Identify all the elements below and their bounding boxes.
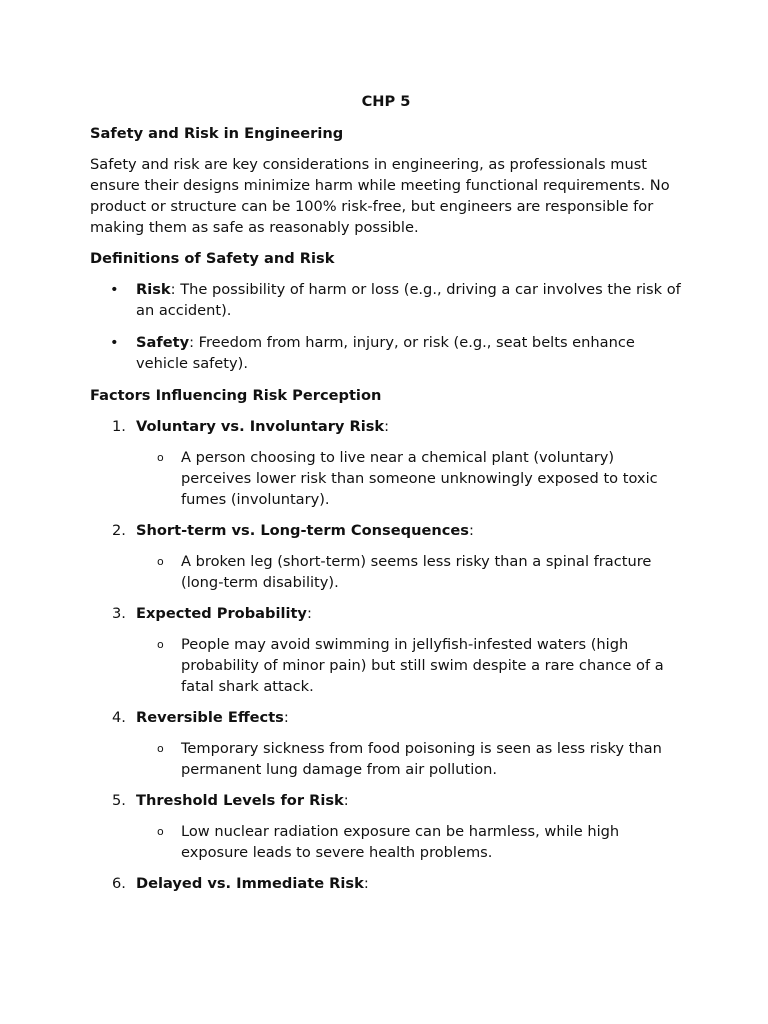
sub-bullet-icon: o [157,451,164,464]
definition-term: Safety [136,334,190,351]
factor-colon: : [343,792,349,809]
factor-example-text: Temporary sickness from food poisoning is seen as less risky than permanent lung damage from air pollution. [181,740,662,778]
factor-term: Threshold Levels for Risk [136,792,344,809]
definition-text: : The possibility of harm or loss (e.g., driving a car involves the risk of an accident). [136,281,681,319]
factor-example-text: A broken leg (short-term) seems less risky than a spinal fracture (long-term disability). [181,553,652,591]
sub-bullet-icon: o [157,825,164,838]
chapter-label: CHP 5 [361,93,411,110]
factor-number: 3. [112,605,126,622]
definition-item-risk [90,279,682,321]
factor-term: Reversible Effects [136,709,284,726]
factor-number: 5. [112,792,126,809]
factor-item [90,790,682,863]
factors-heading: Factors Influencing Risk Perception [90,387,382,404]
factor-example [90,447,682,510]
bullet-icon: • [110,281,119,298]
factor-number: 4. [112,709,126,726]
bullet-icon: • [110,334,119,351]
factor-colon: : [283,709,289,726]
factor-colon: : [468,522,474,539]
factor-example-text: Low nuclear radiation exposure can be harmless, while high exposure leads to severe health problems. [181,823,620,861]
factor-term: Expected Probability [136,605,307,622]
definition-item-safety [90,332,682,374]
factor-colon: : [306,605,312,622]
factor-example [90,821,682,863]
factor-colon: : [384,418,390,435]
definitions-list [90,279,682,374]
factor-example-text: A person choosing to live near a chemical plant (voluntary) perceives lower risk than someone unknowingly exposed to toxic fumes (involuntary). [181,449,658,508]
definitions-heading: Definitions of Safety and Risk [90,250,335,267]
factor-number: 1. [112,418,126,435]
factor-example [90,738,682,780]
factor-item [90,520,682,593]
sub-bullet-icon: o [157,742,164,755]
factors-list [90,416,682,894]
factor-term: Delayed vs. Immediate Risk [136,875,364,892]
factor-colon: : [363,875,369,892]
factor-item [90,603,682,697]
factor-number: 2. [112,522,126,539]
factor-item [90,416,682,510]
section-title: Safety and Risk in Engineering [90,125,344,142]
factor-example [90,551,682,593]
intro-paragraph: Safety and risk are key considerations in engineering, as professionals must ensure their designs minimize harm while meeting functional requirements. No product or structure can be 100% risk-free, but engineers are responsible for making them as safe as reasonably possible. [90,156,670,236]
definition-text: : Freedom from harm, injury, or risk (e.g., seat belts enhance vehicle safety). [136,334,635,372]
definition-term: Risk [136,281,171,298]
sub-bullet-icon: o [157,555,164,568]
factor-term: Short-term vs. Long-term Consequences [136,522,469,539]
factor-item [90,873,682,894]
sub-bullet-icon: o [157,638,164,651]
factor-term: Voluntary vs. Involuntary Risk [136,418,385,435]
factor-example [90,634,682,697]
document-content [90,91,682,904]
factor-example-text: People may avoid swimming in jellyfish-infested waters (high probability of minor pain) but still swim despite a rare chance of a fatal shark attack. [181,636,664,695]
factor-number: 6. [112,875,126,892]
factor-item [90,707,682,780]
